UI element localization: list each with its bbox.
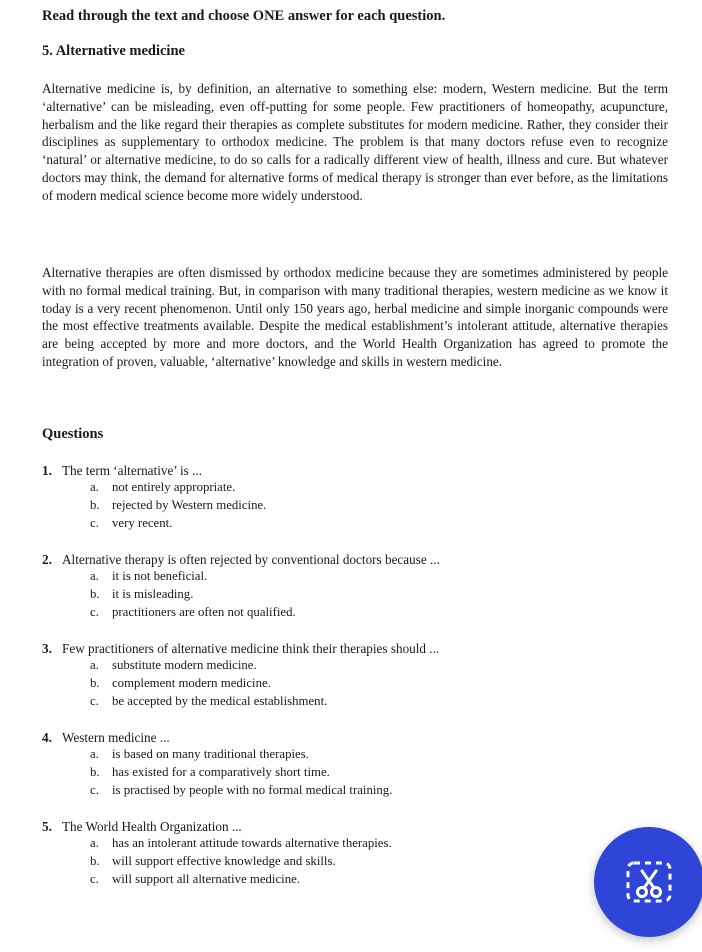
option-text: rejected by Western medicine.: [112, 497, 267, 512]
answer-options: [42, 479, 642, 532]
option-text: has existed for a comparatively short time.: [112, 764, 330, 779]
answer-options: [42, 657, 642, 710]
option-letter: b.: [90, 675, 100, 690]
option-text: is practised by people with no formal medical training.: [112, 782, 393, 797]
question-number: 3.: [42, 641, 52, 656]
option-letter: a.: [90, 747, 99, 761]
option-letter: b.: [90, 497, 100, 512]
question-text: The World Health Organization ...: [62, 819, 242, 834]
option-letter: c.: [90, 693, 99, 708]
option-text: will support effective knowledge and skills.: [112, 853, 336, 868]
questions-heading: Questions: [42, 426, 104, 442]
option-letter: a.: [90, 658, 99, 672]
answer-option: [90, 853, 642, 871]
option-text: is based on many traditional therapies.: [112, 747, 309, 761]
answer-option: [90, 604, 642, 622]
answer-options: [42, 835, 642, 888]
question-4: [42, 729, 642, 799]
answer-option: [90, 657, 642, 675]
option-letter: c.: [90, 604, 99, 619]
option-text: practitioners are often not qualified.: [112, 604, 296, 619]
question-text: Few practitioners of alternative medicine think their therapies should ...: [62, 641, 440, 656]
answer-option: [90, 782, 642, 800]
question-stem: [42, 551, 642, 568]
option-letter: c.: [90, 782, 99, 797]
answer-option: [90, 479, 642, 497]
screenshot-button[interactable]: [594, 827, 702, 937]
question-stem: [42, 729, 642, 746]
option-letter: b.: [90, 853, 100, 868]
answer-option: [90, 693, 642, 711]
option-text: complement modern medicine.: [112, 675, 271, 690]
question-1: [42, 462, 642, 532]
answer-options: [42, 568, 642, 621]
answer-option: [90, 515, 642, 533]
answer-option: [90, 586, 642, 604]
question-2: [42, 551, 642, 621]
option-letter: c.: [90, 515, 99, 530]
question-stem: [42, 818, 642, 835]
question-number: 5.: [42, 819, 52, 834]
question-text: Western medicine ...: [62, 730, 170, 745]
question-number: 1.: [42, 463, 52, 478]
paragraph: Alternative medicine is, by definition, an alternative to something else: modern, Western medicine. But the term ‘alternative’ can be misleading, even off-putting for some people. Few practitioners of homeopathy, acupuncture, herbalism and the like regard their therapies as complete substitutes for modern medicine. Rather, they consider their disciplines as supplementary to orthodox medicine. The problem is that many doctors refuse even to recognize ‘natural’ or alternative medicine, to do so calls for a radically different view of health, illness and cure. But whatever doctors may think, the demand for alternative forms of medical therapy is stronger than ever before, as the limitations of modern medical science become more widely understood.: [42, 81, 668, 203]
option-text: be accepted by the medical establishment.: [112, 693, 328, 708]
screenshot-scissors-icon: [622, 855, 676, 909]
answer-option: [90, 764, 642, 782]
question-stem: [42, 462, 642, 479]
question-number: 4.: [42, 730, 52, 745]
question-stem: [42, 640, 642, 657]
paragraph: Alternative therapies are often dismissed by orthodox medicine because they are sometimes administered by people with no formal medical training. But, in comparison with many traditional therapies, western medicine as we know it today is a very recent phenomenon. Until only 150 years ago, herbal medicine and simple inorganic compounds were the most effective treatments available. Despite the medical establishment’s intolerant attitude, alternative therapies are being accepted by more and more doctors, and the World Health Organization has agreed to promote the integration of proven, valuable, ‘alternative’ knowledge and skills in western medicine.: [42, 265, 668, 369]
question-3: [42, 640, 642, 710]
answer-option: [90, 835, 642, 853]
answer-option: [90, 746, 642, 764]
section-title: 5. Alternative medicine: [42, 43, 185, 59]
option-letter: a.: [90, 569, 99, 583]
answer-options: [42, 746, 642, 799]
option-text: will support all alternative medicine.: [112, 871, 300, 886]
answer-option: [90, 871, 642, 889]
question-5: [42, 818, 642, 888]
instructions: Read through the text and choose ONE answer for each question.: [42, 8, 446, 24]
option-text: very recent.: [112, 515, 173, 530]
option-letter: a.: [90, 480, 99, 494]
option-text: substitute modern medicine.: [112, 658, 257, 672]
option-text: it is not beneficial.: [112, 569, 208, 583]
option-letter: c.: [90, 871, 99, 886]
option-text: has an intolerant attitude towards alternative therapies.: [112, 836, 392, 850]
question-text: Alternative therapy is often rejected by conventional doctors because ...: [62, 552, 440, 567]
option-letter: b.: [90, 764, 100, 779]
option-letter: b.: [90, 586, 100, 601]
option-text: not entirely appropriate.: [112, 480, 236, 494]
option-text: it is misleading.: [112, 586, 194, 601]
answer-option: [90, 675, 642, 693]
question-text: The term ‘alternative’ is ...: [62, 463, 202, 478]
answer-option: [90, 497, 642, 515]
option-letter: a.: [90, 836, 99, 850]
question-number: 2.: [42, 552, 52, 567]
answer-option: [90, 568, 642, 586]
